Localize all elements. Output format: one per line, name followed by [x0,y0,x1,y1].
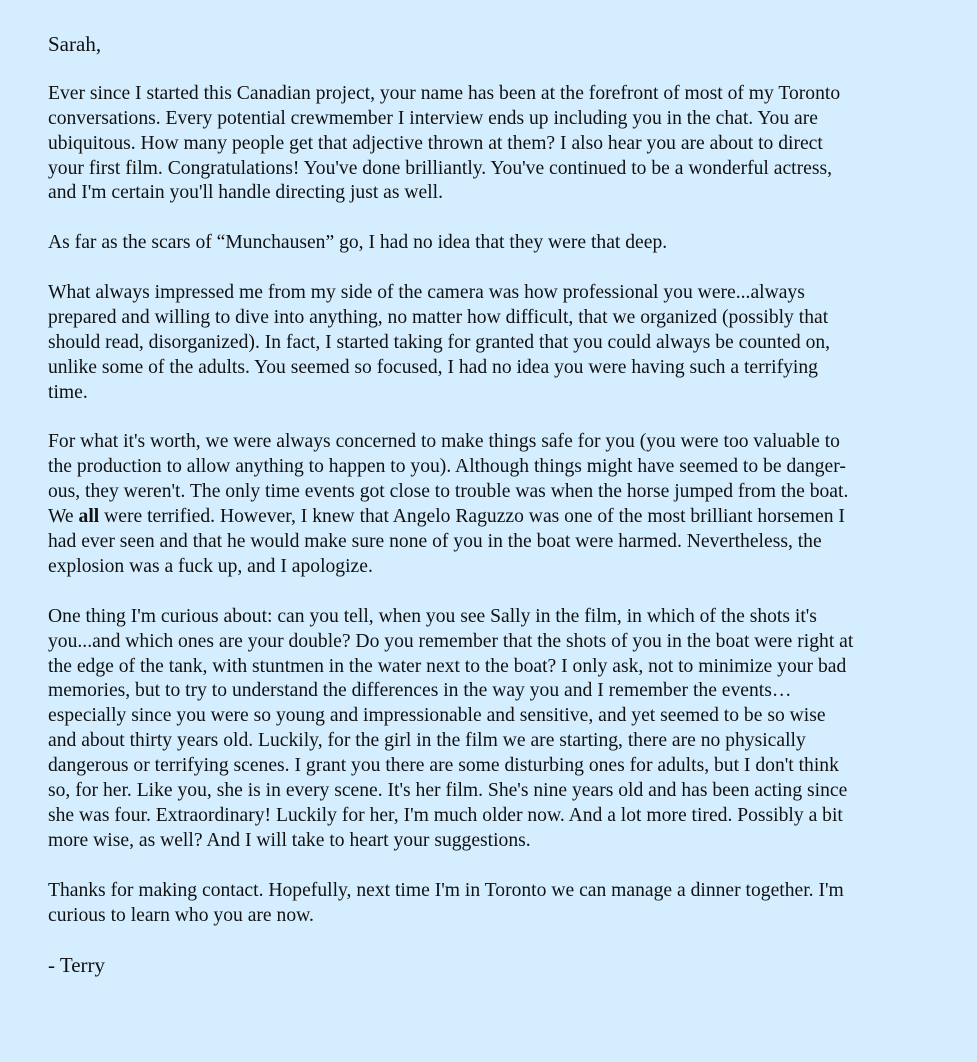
paragraph-4 [48,430,948,579]
paragraph-line: prepared and willing to dive into anything, no matter how difficult, that we organized (possibly that [48,306,829,328]
paragraph-line: more wise, as well? And I will take to heart your suggestions. [48,829,531,851]
paragraph-line: Ever since I started this Canadian project, your name has been at the forefront of most of my Toronto [48,82,841,104]
emphasis-bold-word: all [78,506,100,528]
paragraph-line: she was four. Extraordinary! Luckily for her, I'm much older now. And a lot more tired. Possibly a bit [48,805,843,827]
paragraph-line: dangerous or terrifying scenes. I grant you there are some disturbing ones for adults, but I don't think [48,755,839,777]
paragraph-line: As far as the scars of “Munchausen” go, I had no idea that they were that deep. [48,232,668,254]
paragraph-1 [48,82,948,207]
paragraph-line: curious to learn who you are now. [48,904,314,926]
salutation: Sarah, [48,32,102,56]
emphasis-before: We [48,506,79,528]
paragraph-line: should read, disorganized). In fact, I started taking for granted that you could always be counted on, [48,331,831,353]
paragraph-line: so, for her. Like you, she is in every scene. It's her film. She's nine years old and has been acting since [48,780,848,802]
paragraph-line: conversations. Every potential crewmember I interview ends up including you in the chat. You are [48,107,818,129]
paragraph-line: time. [48,381,88,403]
paragraph-line: One thing I'm curious about: can you tell, when you see Sally in the film, in which of the shots it's [48,605,817,627]
paragraph-line: you...and which ones are your double? Do you remember that the shots of you in the boat were right at [48,630,854,652]
paragraph-line: For what it's worth, we were always concerned to make things safe for you (you were too valuable to [48,431,840,453]
paragraph-line: What always impressed me from my side of the camera was how professional you were...always [48,282,805,304]
paragraph-line: unlike some of the adults. You seemed so focused, I had no idea you were having such a terrifying [48,356,818,378]
paragraph-line: memories, but to try to understand the differences in the way you and I remember the events… [48,680,792,702]
signoff: - Terry [48,953,106,978]
paragraph-line: Thanks for making contact. Hopefully, next time I'm in Toronto we can manage a dinner together. I'm [48,879,844,901]
paragraph-3 [48,281,948,406]
paragraph-line: and about thirty years old. Luckily, for the girl in the film we are starting, there are no physically [48,730,806,752]
paragraph-2 [48,231,948,256]
paragraph-line: ubiquitous. How many people get that adjective thrown at them? I also hear you are about to direct [48,132,823,154]
paragraph-line: the edge of the tank, with stuntmen in the water next to the boat? I only ask, not to minimize your bad [48,655,847,677]
paragraph-line: ous, they weren't. The only time events got close to trouble was when the horse jumped from the boat. [48,481,849,503]
paragraph-5 [48,605,948,854]
paragraph-line: explosion was a fuck up, and I apologize. [48,555,373,577]
paragraph-6 [48,879,948,929]
emphasis-after: were terrified. However, I knew that Angelo Raguzzo was one of the most brilliant horsemen I [99,506,845,528]
letter-body [48,32,948,1003]
paragraph-line: had ever seen and that he would make sure none of you in the boat were harmed. Nevertheless, the [48,531,822,553]
paragraph-line: and I'm certain you'll handle directing just as well. [48,182,444,204]
paragraph-line: the production to allow anything to happen to you). Although things might have seemed to be danger- [48,456,846,478]
paragraph-line: your first film. Congratulations! You've done brilliantly. You've continued to be a wonderful actress, [48,157,832,179]
paragraph-line-emphasis [48,505,948,530]
paragraph-line: especially since you were so young and impressionable and sensitive, and yet seemed to be so wise [48,705,826,727]
